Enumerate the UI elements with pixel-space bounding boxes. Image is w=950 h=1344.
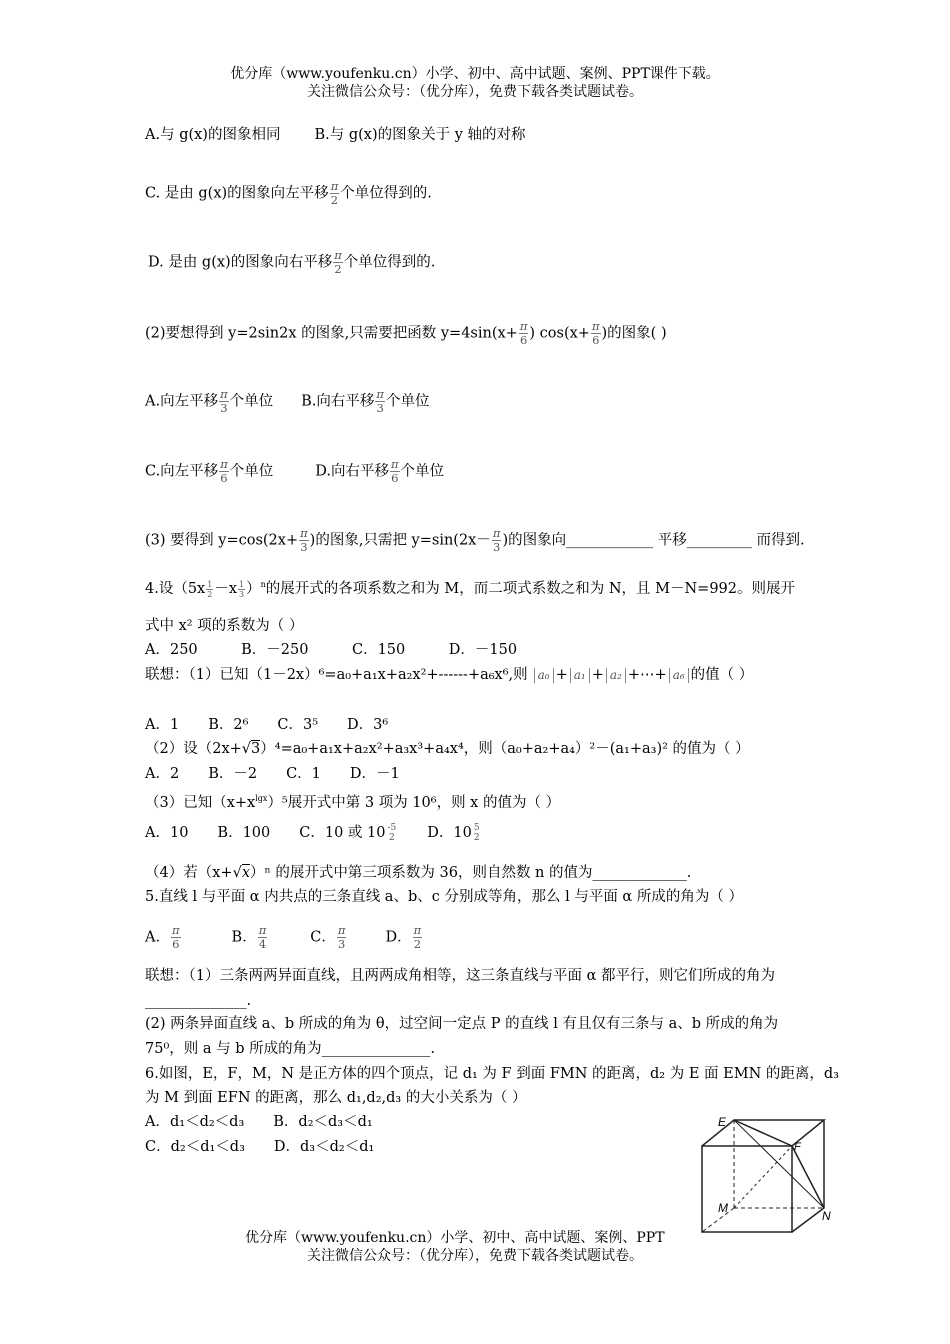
abs-a1: a₁ (570, 668, 590, 683)
plus-sign: + (591, 667, 604, 683)
q2-stem (145, 320, 667, 347)
q4-text-d: 的展开式的各项系数之和为 M，而二项式系数之和为 N，且 M－N=992。则展开 (265, 581, 796, 597)
pi-symbol: π (171, 923, 180, 937)
denominator: 6 (592, 333, 600, 347)
minus-sign: - (387, 823, 391, 833)
pi-symbol: π (492, 526, 501, 540)
fraction-pi-6 (390, 458, 400, 485)
fraction-pi-3 (299, 527, 309, 554)
fraction-pi-2 (330, 180, 340, 207)
pi-symbol: π (519, 319, 528, 333)
q5-stem: 5.直线 l 与平面 α 内共点的三条直线 a、b、c 分别成等角，那么 l 与平面 α 所成的角为（ ） (145, 889, 743, 905)
exponent-n: n (260, 580, 266, 589)
q3-stem (145, 527, 805, 554)
q2-options-cd (145, 458, 444, 485)
lx2-stem-end: ）⁴=a₀+a₁x+a₂x²+a₃x³+a₄x⁴，则（a₀+a₂+a₄）²－(a₁+a₃)² 的值为（ ） (260, 741, 750, 757)
q3-stem-end: )的图象向____________ 平移_________ 而得到. (502, 532, 805, 549)
lx1-options: A．1 B．2⁶ C．3⁵ D．3⁶ (145, 717, 389, 733)
lx1-stem-end: 的值（ ） (690, 667, 754, 683)
lx3-stem-text: （3）已知（x+x (145, 795, 256, 811)
footer-line-1: 优分库（www.youfenku.cn）小学、初中、高中试题、案例、PPT (245, 1230, 665, 1246)
fraction-pi-4 (258, 924, 268, 951)
pi-symbol: π (334, 248, 342, 262)
fraction-pi-2 (413, 924, 423, 951)
q6-options-ab: A．d₁＜d₂＜d₃ B．d₂＜d₃＜d₁ (145, 1114, 373, 1130)
sqrt-3 (242, 740, 260, 758)
fraction-pi-3 (492, 527, 502, 554)
pi-symbol: π (258, 923, 267, 937)
label-f: F (794, 1141, 801, 1153)
cube-hidden-edges (702, 1120, 824, 1232)
numerator: 5 (473, 823, 480, 833)
q1-option-d (148, 249, 435, 276)
exponent-lgx: lgx (255, 794, 268, 803)
q4-line-2: 式中 x² 项的系数为（ ） (145, 618, 304, 634)
edge-m-f (734, 1146, 792, 1208)
q5-option-a: A． (145, 929, 170, 946)
q1-option-d-suffix: 个单位得到的. (343, 254, 436, 271)
q2-option-a-suffix: 个单位 (229, 393, 274, 410)
fraction-pi-6 (219, 458, 229, 485)
lx5-line-4: 75⁰，则 a 与 b 所成的角为_______________. (145, 1041, 435, 1057)
denominator: 4 (258, 937, 267, 951)
q6-options-cd: C．d₂＜d₁＜d₃ D．d₃＜d₂＜d₁ (145, 1139, 375, 1155)
lx2-stem (145, 740, 750, 758)
fraction-pi-3 (375, 388, 385, 415)
q2-option-b-suffix: 个单位 (385, 393, 430, 410)
abs-a2: a₂ (606, 668, 626, 683)
q2-options-ab (145, 388, 429, 415)
q6-line-1: 6.如图，E，F，M，N 是正方体的四个顶点，记 d₁ 为 F 到面 FMN 的距离，d₂ 为 E 面 EMN 的距离，d₃ (145, 1066, 839, 1082)
denominator: 2 (334, 262, 342, 276)
fraction-pi-6 (171, 924, 181, 951)
q2-stem-end: )的图象( ) (601, 325, 667, 342)
lx2-stem-text: （2）设（2x+ (145, 741, 242, 757)
lx3-options (145, 823, 482, 843)
header-line-2: 关注微信公众号：（优分库），免费下载各类试题试卷。 (307, 84, 643, 100)
denominator: 6 (172, 937, 180, 951)
q2-option-d-suffix: 个单位 (400, 463, 445, 480)
lx3-options-abc: A．10 B．100 C．10 或 10 (145, 825, 386, 841)
sqrt-radicand: 3 (251, 741, 261, 757)
q4-text-c: ） (246, 581, 261, 597)
numerator (386, 823, 397, 833)
denominator: 6 (391, 471, 399, 485)
denominator: 2 (207, 589, 213, 599)
denominator: 3 (376, 401, 384, 415)
pi-symbol: π (390, 457, 399, 471)
footer-line-2: 关注微信公众号：（优分库），免费下载各类试题试卷。 (307, 1248, 643, 1264)
q4-options: A．250 B．－250 C．150 D．－150 (145, 642, 518, 658)
q6-line-2: 为 M 到面 EFN 的距离，那么 d₁,d₂,d₃ 的大小关系为（ ） (145, 1090, 527, 1106)
lx5-line-3: (2) 两条异面直线 a、b 所成的角为 θ，过空间一定点 P 的直线 l 有且仅有三条与 a、b 所成的角为 (145, 1016, 779, 1032)
exponent-5-2 (473, 823, 481, 843)
lx4-stem-end: ）ⁿ 的展开式中第三项系数为 36，则自然数 n 的值为_____________. (250, 865, 692, 881)
q1-option-c-suffix: 个单位得到的. (340, 185, 432, 202)
denominator: 3 (239, 589, 245, 599)
q1-option-d-text: D. 是由 g(x)的图象向右平移 (148, 254, 333, 271)
fraction-pi-6 (591, 320, 601, 347)
q5-option-c: C． (310, 929, 336, 946)
q1-option-a: A.与 g(x)的图象相同 (145, 127, 281, 143)
sqrt-x (233, 864, 250, 881)
ellipsis-sum: +⋯+ (627, 667, 667, 683)
pi-symbol: π (337, 923, 346, 937)
q2-option-b: B.向右平移 (301, 393, 375, 410)
pi-symbol: π (330, 179, 339, 193)
q4-line-1 (145, 576, 795, 599)
pi-symbol: π (413, 923, 422, 937)
edge-e-f (734, 1120, 792, 1146)
q3-stem-text: (3) 要得到 y=cos(2x+ (145, 532, 299, 549)
pi-symbol: π (376, 387, 384, 401)
lx4-stem (145, 864, 691, 882)
denominator: 3 (220, 401, 228, 415)
fraction-pi-6 (519, 320, 529, 347)
numerator-value: 5 (390, 823, 397, 833)
header-line-1: 优分库（www.youfenku.cn）小学、初中、高中试题、案例、PPT课件下载。 (230, 66, 720, 82)
q4-text-b: －x (214, 581, 238, 597)
q5-option-d: D． (385, 929, 412, 946)
q2-stem-mid: ) cos(x+ (529, 325, 590, 342)
exponent-neg-5-2 (386, 823, 397, 843)
lx3-stem-end: ）⁵展开式中第 3 项为 10⁶，则 x 的值为（ ） (267, 795, 561, 811)
fraction-pi-3 (219, 388, 229, 415)
denominator: 6 (519, 333, 528, 347)
denominator: 3 (492, 540, 501, 554)
lx3-stem (145, 790, 560, 812)
sqrt-radicand: x (241, 865, 250, 881)
q2-option-a: A.向左平移 (145, 393, 219, 410)
label-n: N (822, 1209, 831, 1223)
sqrt-sign: √ (232, 865, 242, 881)
q3-stem-mid: )的图象,只需把 y=sin(2x－ (309, 532, 491, 549)
fraction-pi-2 (333, 249, 343, 276)
pi-symbol: π (591, 319, 600, 333)
pi-symbol: π (300, 526, 308, 540)
q5-option-b: B． (231, 929, 257, 946)
abs-a0: a₀ (534, 668, 554, 683)
q1-options-ab (145, 126, 526, 144)
denominator: 2 (473, 833, 480, 843)
fraction-pi-3 (337, 924, 347, 951)
lx3-option-d: D．10 (398, 825, 472, 841)
numerator: 1 (239, 579, 245, 589)
q1-option-c (145, 180, 432, 207)
q1-option-c-text: C. 是由 g(x)的图象向左平移 (145, 185, 329, 202)
lx1-stem-text: 联想：（1）已知（1－2x）⁶=a₀+a₁x+a₂x²+------+a₆x⁶,则 (145, 667, 528, 683)
edge-e-n (734, 1120, 824, 1208)
denominator: 6 (220, 471, 228, 485)
denominator: 2 (330, 193, 339, 207)
lx2-options: A．2 B．－2 C．1 D．－1 (145, 766, 400, 782)
label-m: M (718, 1201, 728, 1215)
edge-f-n (792, 1146, 824, 1208)
exponent-1-3 (238, 580, 245, 599)
q2-option-c-suffix: 个单位 (229, 463, 274, 480)
lx5-line-2: ______________. (145, 993, 252, 1009)
cube-front-face (702, 1146, 792, 1232)
numerator: 1 (207, 579, 213, 589)
q1-option-b: B.与 g(x)的图象关于 y 轴的对称 (314, 127, 526, 143)
denominator: 3 (300, 540, 308, 554)
label-e: E (718, 1115, 727, 1129)
q2-stem-text: (2)要想得到 y=2sin2x 的图象,只需要把函数 y=4sin(x+ (145, 325, 518, 342)
denominator: 3 (337, 937, 346, 951)
sqrt-sign: √ (241, 741, 252, 757)
q5-options (145, 924, 423, 951)
lx4-stem-text: （4）若（x+ (145, 865, 233, 881)
denominator: 2 (388, 833, 395, 843)
denominator: 2 (413, 937, 422, 951)
q2-option-c: C.向左平移 (145, 463, 219, 480)
lx1-stem (145, 666, 753, 684)
pi-symbol: π (220, 457, 228, 471)
pi-symbol: π (220, 387, 228, 401)
q2-option-d: D.向右平移 (315, 463, 389, 480)
plus-sign: + (555, 667, 568, 683)
exponent-1-2 (206, 580, 213, 599)
abs-a6: a₆ (669, 668, 689, 683)
lx5-line-1: 联想：（1）三条两两异面直线，且两两成角相等，这三条直线与平面 α 都平行，则它们所成的角为 (145, 968, 775, 984)
q4-text-a: 4.设（5x (145, 581, 206, 597)
